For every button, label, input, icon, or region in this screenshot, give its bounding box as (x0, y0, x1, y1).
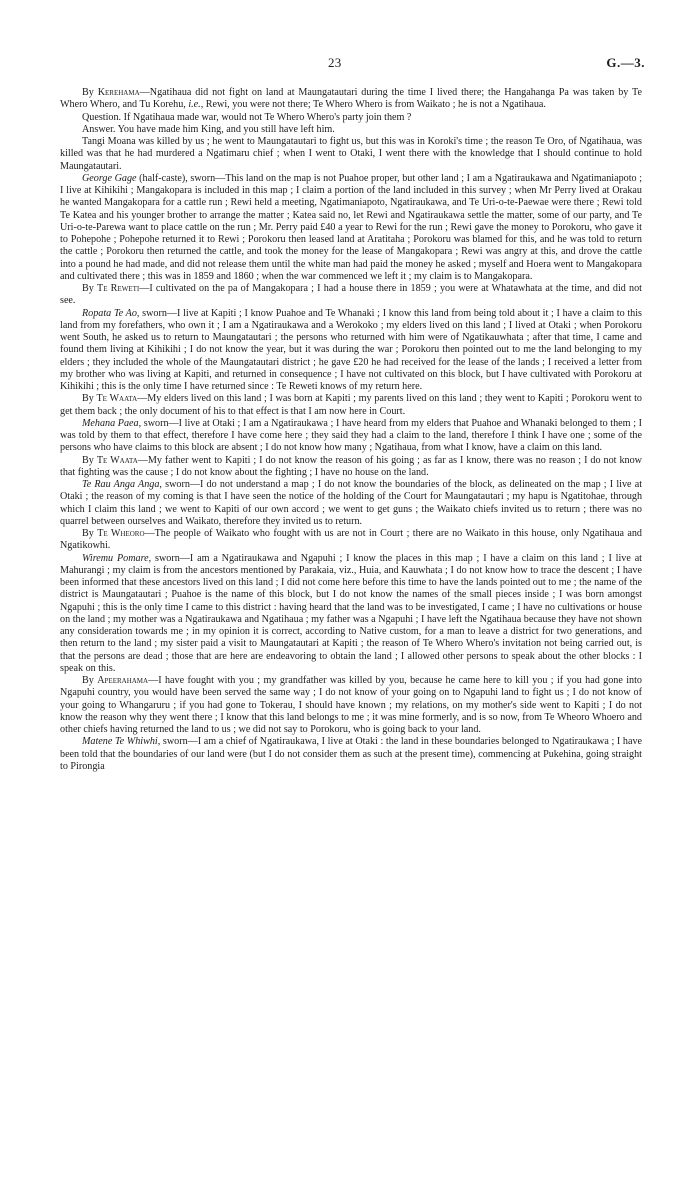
document-body (60, 87, 642, 773)
paragraph-text: (half-caste), sworn—This land on the map is not Puahoe proper, but other land ; I am a Ngatiraukawa and Ngatimaniapoto ; I live at Kihikihi ; Mangakopara is included in this map ; I claim a portion of the land included in this survey ; when Mr Perry lived at Orakau he wanted Mangakopara for a cattle run ; Rewi held a meeting, Ngatimaniapoto, Ngatiraukawa, and Te Uri-o-te-Paewae were there ; Rewi told Te Katea and his younger brother to arrange the matter ; Katea said no, let Rewi and Ngatiraukawa settle the matter, some of our party, and Te Uri-o-te-Parewa want to place cattle on the run ; Mr. Perry paid £40 a year to Rewi for the run ; Rewi gave the money to Porokoru, who gave it to Pohepohe ; Pohepohe returned it to Rewi ; Porokoru then leased land at Aratitaha ; Porokoru was blamed for this, and he was told to return the cattle ; Porokoru then returned the cattle, and took the money for the lease of Mangakopara ; Rewi was angry at this, and drove the cattle into a pound he had made, and did not release them until the white man had paid the money he asked ; myself and Hoera went to Mangakopara and cultivated there ; this was in 1859 and 1860 ; when the war commenced we left it ; my claim is to Mangakopara. (60, 172, 643, 282)
witness-name: Te Rau Anga Anga (82, 479, 160, 490)
paragraph-text: —I cultivated on the pa of Mangakopara ; I had a house there in 1859 ; you were at Whatawhata at the time, and did not see. (60, 283, 643, 307)
paragraph (60, 479, 642, 528)
paragraph (60, 553, 642, 676)
examiner-name: Kerehama (97, 87, 140, 98)
paragraph (60, 736, 642, 773)
paragraph-text: By (82, 528, 98, 539)
paragraph-text: , sworn—I am a chief of Ngatiraukawa, I live at Otaki : the land in these boundaries belonged to Ngatiraukawa ; I have been told that the boundaries of our land were (but I do not consider them as such at the present time), commencing at Pukehina, going straight to Pirongia (60, 736, 642, 772)
paragraph (60, 124, 642, 136)
examiner-name: Te Reweti (97, 283, 140, 294)
paragraph (60, 173, 642, 283)
paragraph (60, 455, 642, 480)
paragraph-text: —My father went to Kapiti ; I do not know the reason of his going ; as far as I know, there was no reason ; I do not know that fighting was the cause ; I do not know about the fighting ; I have no house on the land. (60, 454, 642, 478)
paragraph-text: , sworn—I am a Ngatiraukawa and Ngapuhi ; I know the places in this map ; I have a claim on this land ; I live at Mahurangi ; my claim is from the ancestors mentioned by Parakaia, viz., Huia, and Kauwhata ; I do not know how to trace the descent ; I have been informed that these ancestors lived on this land ; I did not come here before this time to have the lands pointed out to me ; the name of the district is Maungatautari ; Puahoe is the name of this block, but I do not know the names of the small pieces inside ; I was born amongst Ngapuhi ; this is the only time I came to this district : having heard that the land was to be investigated, I came ; I have no cultivations or house on the land ; my mother was a Ngatiraukawa and Ngatihaua ; my father was a Ngapuhi ; I have left the Ngatihaua because they have not shown any consideration towards me ; in my opinion it is correct, according to Native custom, for a man to leave a district for two generations, and then return to the land ; my sister paid a visit to Maungatautari at Kapiti ; the reason of Te Whero Whero's invitation not being carried out, is that the persons are dead ; those that are here are endeavoring to obtain the land ; I allowed other persons to speak about the other blocks : I speak on this. (60, 552, 642, 674)
paragraph (60, 87, 642, 112)
witness-name: Wiremu Pomare (82, 552, 149, 564)
witness-name: George Gage (82, 172, 137, 184)
paragraph-text: By (82, 675, 98, 686)
examiner-name: Te Waata (96, 393, 138, 405)
paragraph-text: By (82, 393, 97, 405)
paragraph (60, 393, 642, 418)
paragraph-text: Question. If Ngatihaua made war, would not Te Whero Whero's party join them ? (82, 111, 412, 123)
paragraph (60, 136, 642, 173)
paragraph-text: , sworn—I live at Kapiti ; I know Puahoe and Te Whanaki ; I know this land from being told about it ; I have a claim to this land from my forefathers, who own it ; I am a Ngatiraukawa and a Werokoko ; my elders lived on this land ; I lived at Otaki ; when Porokoru went South, he asked us to return to Maungatautari ; the persons who returned with him were of Ngatikauwhata ; after that time, I came and found them living at Kihikihi ; I do not know the year, but it was during the war ; Porokoru then pointed out to me the land belonging to my elders ; they included the whole of the Maungatautari district ; he gave £20 he had received for the lease of the lands ; I received a letter from my brother who was living at Kapiti, and returned in consequence ; I have not cultivated on this block, but I have cultivated with Porokoru at Kihikihi ; this is the only time I have returned since : Te Reweti knows of my return here. (60, 307, 642, 392)
paragraph (60, 112, 642, 124)
paragraph-text: By (82, 454, 97, 466)
witness-name: i.e. (188, 99, 201, 111)
paragraph-text: —The people of Waikato who fought with us are not in Court ; there are no Waikato in this house, only Ngatihaua and Ngatikowhi. (60, 528, 642, 552)
paragraph-text: —My elders lived on this land ; I was born at Kapiti ; my parents lived on this land ; they went to Kapiti ; Porokoru went to get them back ; the only document of his to that effect is that I am now here in Court. (60, 393, 642, 417)
paragraph-text: , Rewi, you were not there; Te Whero Whero is from Waikato ; he is not a Ngatihaua. (200, 99, 546, 111)
page-number: 23 (328, 55, 342, 70)
paragraph (60, 418, 642, 455)
witness-name: Matene Te Whiwhi (82, 736, 158, 748)
witness-name: Mehana Paea (82, 417, 139, 429)
paragraph-text: Tangi Moana was killed by us ; he went to Maungatautari to fight us, but this was in Koroki's time ; the reason Te Oro, of Ngatihaua, was killed was that he had murdered a Ngatimaru chief ; when I went to Otaki, I went there with the knowledge that I should continue to hold Maungatautari. (60, 136, 642, 172)
document-reference: G.—3. (606, 55, 645, 70)
paragraph-text: —Ngatihaua did not fight on land at Maungatautari during the time I lived there; the Hangahanga Pa was taken by Te Whero Whero, and Tu Korehu, (60, 87, 642, 111)
paragraph-text: By (82, 283, 98, 294)
witness-name: Ropata Te Ao (82, 307, 137, 319)
paragraph-text: —I have fought with you ; my grandfather was killed by you, because he came here to kill you ; if you had gone into Ngapuhi country, you would have been served the same way ; I do not know of your going on to Ngapuhi land to fight us ; I do not know of your going to Whangaruru ; if you had gone to Tokerau, I should have known ; my relations, on my mother's side went to Kapiti ; I do not know the reason why they went there ; I know that this land belongs to me ; it was mine formerly, and is so now, from Te Wheoro Whoero and other chiefs having returned the land to us ; we did not say to Porokoru, who is going back to your land. (60, 675, 642, 735)
paragraph (60, 283, 642, 308)
paragraph-text: By (82, 87, 98, 98)
examiner-name: Te Waata (96, 454, 138, 466)
examiner-name: Apeerahama (97, 675, 149, 686)
paragraph (60, 675, 642, 736)
paragraph (60, 528, 642, 553)
examiner-name: Te Wheoro (97, 528, 145, 539)
paragraph-text: , sworn—I do not understand a map ; I do not know the boundaries of the block, as delineated on the map ; I live at Otaki ; the reason of my coming is that I have seen the notice of the holding of the Court for Maungatautari ; my hapu is Ngatitohae, through which I claim this land ; we went to Kapiti of our own accord ; we went to get guns ; the Waikato chiefs invited us to return ; there was no quarrel between ourselves and Waikato, therefore they invited us to return. (60, 479, 643, 527)
paragraph-text: Answer. You have made him King, and you still have left him. (82, 123, 335, 135)
paragraph-text: , sworn—I live at Otaki ; I am a Ngatiraukawa ; I have heard from my elders that Puahoe and Whanaki belonged to them ; I was told by them to that effect, therefore I have come here ; they said they had a claim to the land, therefore I think I have one ; some of the persons who have claims to this block are absent ; I do not know how many ; Ngatihaua, from what I know, have a claim on this land. (60, 417, 643, 454)
paragraph (60, 308, 642, 394)
